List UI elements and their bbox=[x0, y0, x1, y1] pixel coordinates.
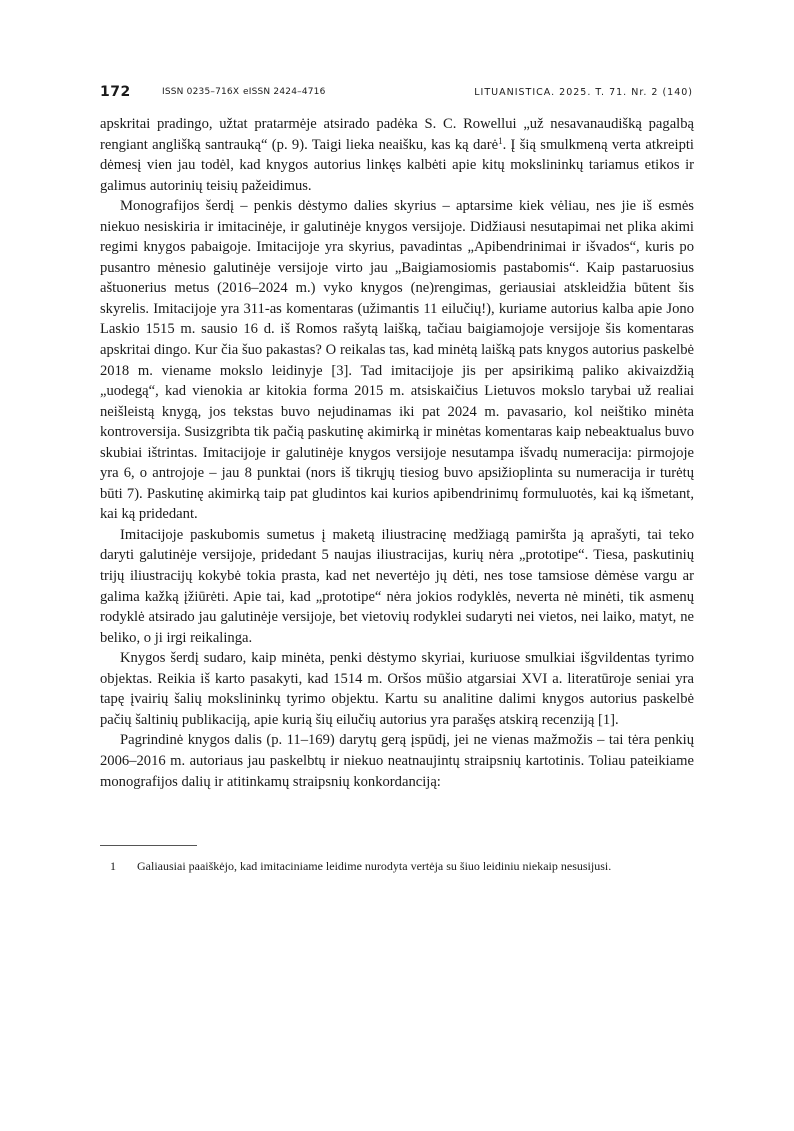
eissn: eISSN 2424–4716 bbox=[243, 87, 326, 97]
paragraph bbox=[100, 114, 694, 196]
paragraph-text: apskritai pradingo, užtat pratarmėje atsirado padėka S. C. Rowellui „už nesavanaudišką pagalbą rengiant anglišką santrauką“ (p. 9). Taigi lieka neaišku, kas ką darė bbox=[100, 116, 694, 153]
issn: ISSN 0235–716X bbox=[162, 87, 240, 97]
journal-title: LITUANISTICA. 2025. T. 71. Nr. 2 (140) bbox=[474, 87, 693, 98]
paragraph: Monografijos šerdį – penkis dėstymo dalies skyrius – aptarsime kiek vėliau, nes jie iš esmės niekuo nesiskiria ir imitacinėje, ir galutinėje knygos versijoje. Didžiausi nesutapimai net plika akimi regimi knygos pabaigoje. Imitacijoje yra skyrius, pavadintas „Apibendrinimai ir išvados“, kuris po pusantro mėnesio galutinėje versijoje virto jau „Baigiamosiomis pastabomis“. Kaip pastaruosius aštuonerius metus (2016–2024 m.) vyko knygos (ne)rengimas, geriausiai atskleidžia būtent šis skyrelis. Imitacijoje yra 311-as komentaras (užimantis 11 eilučių!), kuriame autorius kalba apie Jono Laskio 1515 m. sausio 16 d. iš Romos rašytą laišką, tačiau baigiamojoje versijoje šis komentaras apskritai dingo. Kur čia šuo pakastas? O reikalas tas, kad minėtą laišką pats knygos autorius paskelbė 2018 m. viename mokslo leidinyje [3]. Tad imitacijoje jis per apsirikimą paliko akivaizdžią „uodegą“, kad vienokia ar kitokia forma 2015 m. atsiskaičius Lietuvos mokslo tarybai už realiai neišleistą knygą, jos tekstas buvo nejudinamas iki pat 2024 m. pavasario, kol neištiko minėta kontroversija. Susizgribta tik pačią paskutinę akimirką ir minėtas komentaras kaip nebeaktualus buvo skubiai ištrintas. Imitacijoje ir galutinėje knygos versijoje nesutampa išvadų numeracija: pirmojoje yra 6, o antrojoje – jau 8 punktai (nors iš tikrųjų tiesiog buvo apsižioplinta su numeracija ir turėtų būti 7). Paskutinę akimirką taip pat gludintos kai kurios apibendrinimų formuluotės, kai ką išmetant, kai ką pridedant. bbox=[100, 198, 694, 523]
paragraph-text: . Į šią smulkmeną verta atkreipti dėmesį vien jau todėl, kad knygos autorius linkęs kalbėti apie kitų mokslininkų tariamus etikos ir galimus autorinių teisių pažeidimus. bbox=[100, 136, 694, 194]
footnote-text: Galiausiai paaiškėjo, kad imitaciniame leidime nurodyta vertėja su šiuo leidiniu niekaip nesusijusi. bbox=[137, 859, 612, 873]
footnote-reference: 1 bbox=[498, 135, 503, 146]
paragraph: Pagrindinė knygos dalis (p. 11–169) darytų gerą įspūdį, jei ne vienas mažmožis – tai tėra penkių 2006–2016 m. autoriaus jau paskelbtų ir niekuo neatnaujintų straipsnių kartotinis. Toliau pateikiame monografijos dalių ir atitinkamų straipsnių konkordanciją: bbox=[100, 732, 694, 790]
body-text bbox=[100, 114, 694, 792]
paragraph: Imitacijoje paskubomis sumetus į maketą iliustracinę medžiagą pamiršta ją aprašyti, tai teko daryti galutinėje versijoje, pridedant 5 naujas iliustracijas, kurių nėra „prototipe“. Tiesa, paskutinių trijų iliustracijų kokybė tokia prasta, kad net nevertėjo jų dėti, nes tose tamsiose dėmėse vargu ar galima kažką įžiūrėti. Apie tai, kad „prototipe“ nėra jokios rodyklės, neverta nė minėti, tik asmenų rodyklė atsirado jau galutinėje versijoje, bet vietovių rodyklei sudaryti nei vietos, nei laiko, matyt, ne beliko, o ji irgi reikalinga. bbox=[100, 526, 694, 646]
paragraph: Knygos šerdį sudaro, kaip minėta, penki dėstymo skyriai, kuriuose smulkiai išgvildentas tyrimo objektas. Reikia iš karto pasakyti, kad 1514 m. Oršos mūšio atgarsiai XVI a. literatūroje seniai yra tapę įvairių šalių mokslininkų tyrimo objektu. Kartu su analitine dalimi knygos autorius paskelbė pačių šaltinių publikaciją, apie kurią šių eilučių autorius yra parašęs atskirą recenziją [1]. bbox=[100, 650, 694, 728]
running-head bbox=[100, 84, 693, 102]
footnote-number: 1 bbox=[110, 859, 116, 873]
footnote-divider bbox=[100, 845, 197, 846]
page-number: 172 bbox=[100, 84, 131, 100]
